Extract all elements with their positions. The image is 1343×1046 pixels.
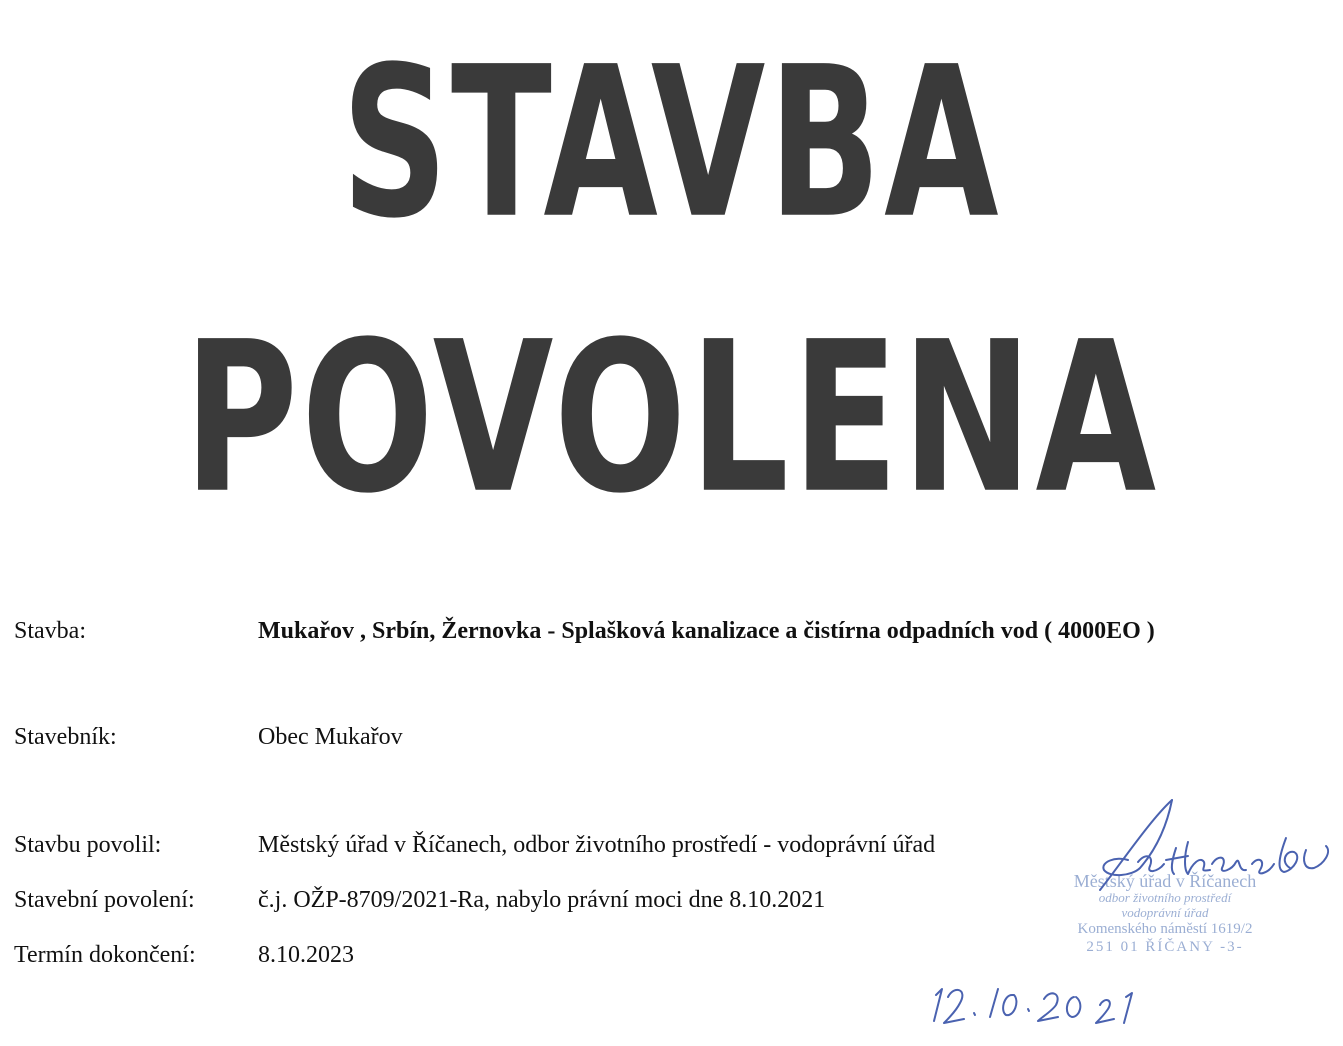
field-label-stavebnik: Stavebník: (14, 724, 117, 750)
handwritten-date (920, 975, 1160, 1035)
field-value-stavba: Mukařov , Srbín, Žernovka - Splašková kanalizace a čistírna odpadních vod ( 4000EO ) (258, 618, 1155, 644)
stamp-line-department: odbor životního prostředí (1098, 890, 1232, 905)
stamp-line-address: Komenského náměstí 1619/2 (1077, 921, 1253, 937)
field-value-termin: 8.10.2023 (258, 942, 354, 968)
field-value-povolil: Městský úřad v Říčanech, odbor životního prostředí - vodoprávní úřad (258, 832, 936, 858)
field-value-stavebnik: Obec Mukařov (258, 724, 403, 750)
stamp-line-authority: vodoprávní úřad (1121, 905, 1209, 920)
field-label-povolil: Stavbu povolil: (14, 832, 162, 858)
headline-povolena: POVOLENA (183, 297, 1160, 540)
stamp-line-city: 251 01 ŘÍČANY -3- (1086, 939, 1244, 955)
stamp-line-office: Městský úřad v Říčanech (1073, 871, 1257, 891)
headline-stavba: STAVBA (341, 22, 1002, 265)
field-label-stavba: Stavba: (14, 618, 86, 644)
field-value-povoleni: č.j. OŽP-8709/2021-Ra, nabylo právní moci dne 8.10.2021 (258, 887, 826, 913)
handwritten-signature (1080, 790, 1340, 900)
field-label-povoleni: Stavební povolení: (14, 887, 195, 913)
field-label-termin: Termín dokončení: (14, 942, 196, 968)
